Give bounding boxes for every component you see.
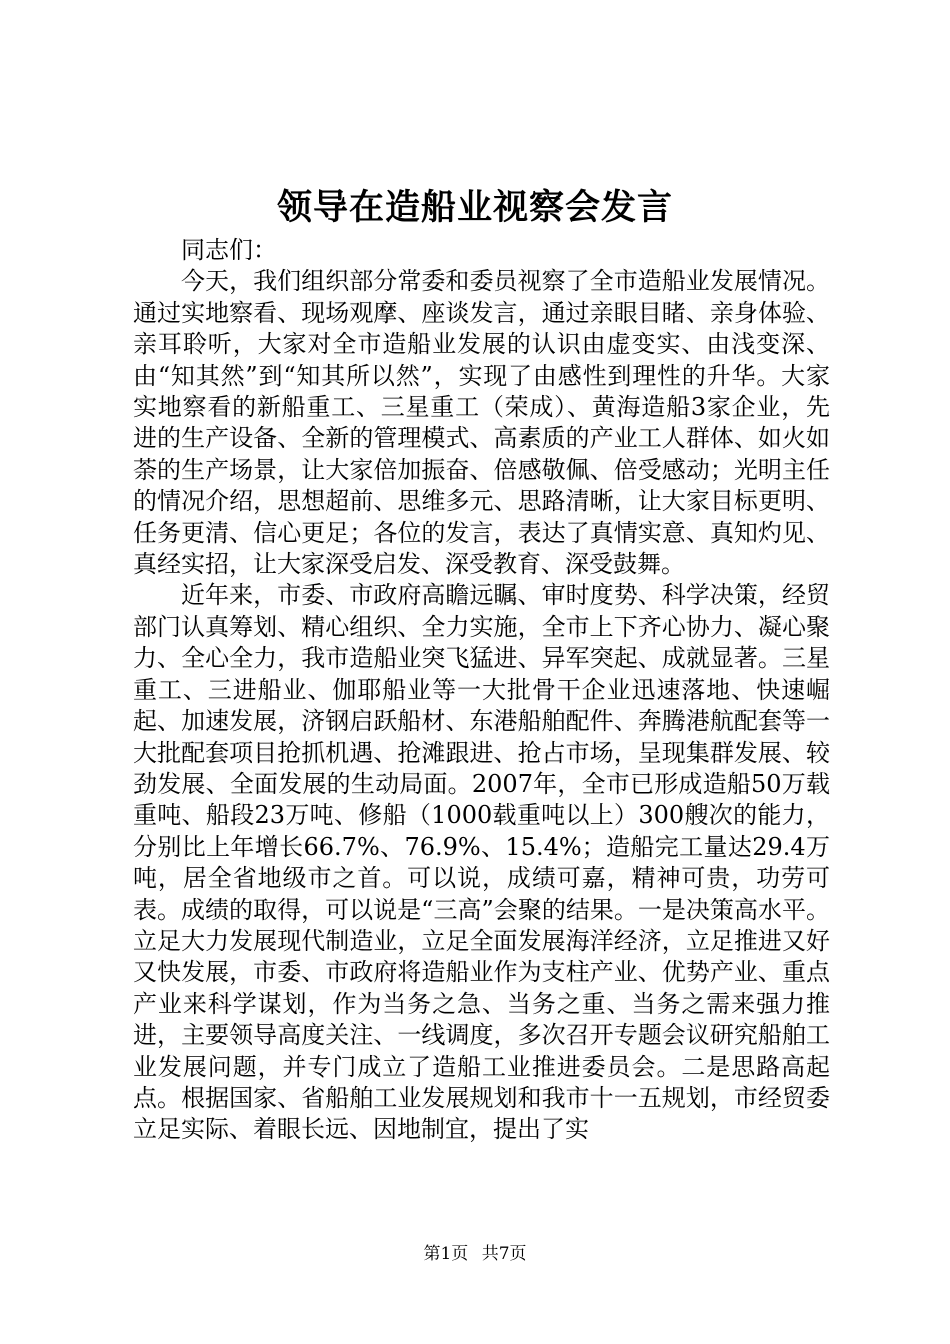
salutation: 同志们： [181, 236, 277, 264]
page-number: 第1页 [423, 1244, 469, 1264]
document-body [133, 235, 830, 1146]
paragraph-2: 近年来，市委、市政府高瞻远瞩、审时度势、科学决策，经贸部门认真筹划、精心组织、全力实施，全市上下齐心协力、凝心聚力、全心全力，我市造船业突飞猛进、异军突起、成就显著。三星重工、三进船业、伽耶船业等一大批骨干企业迅速落地、快速崛起、加速发展，济钢启跃船材、东港船舶配件、奔腾港航配套等一大批配套项目抢抓机遇、抢滩跟进、抢占市场，呈现集群发展、较劲发展、全面发展的生动局面。2007年，全市已形成造船50万载重吨、船段23万吨、修船（1000载重吨以上）300艘次的能力，分别比上年增长66.7%、76.9%、15.4%；造船完工量达29.4万吨，居全省地级市之首。可以说，成绩可嘉，精神可贵，功劳可表。成绩的取得，可以说是“三高”会聚的结果。一是决策高水平。立足大力发展现代制造业，立足全面发展海洋经济，立足推进又好又快发展，市委、市政府将造船业作为支柱产业、优势产业、重点产业来科学谋划，作为当务之急、当务之重、当务之需来强力推进，主要领导高度关注、一线调度，多次召开专题会议研究船舶工业发展问题，并专门成立了造船工业推进委员会。二是思路高起点。根据国家、省船舶工业发展规划和我市十一五规划，市经贸委立足实际、着眼长远、因地制宜，提出了实 [133, 581, 830, 1144]
page-total: 共7页 [481, 1244, 527, 1264]
paragraph-1: 今天，我们组织部分常委和委员视察了全市造船业发展情况。通过实地察看、现场观摩、座谈发言，通过亲眼目睹、亲身体验、亲耳聆听，大家对全市造船业发展的认识由虚变实、由浅变深、由“知其然”到“知其所以然”，实现了由感性到理性的升华。大家实地察看的新船重工、三星重工（荣成）、黄海造船3家企业，先进的生产设备、全新的管理模式、高素质的产业工人群体、如火如荼的生产场景，让大家倍加振奋、倍感敬佩、倍受感动；光明主任的情况介绍，思想超前、思维多元、思路清晰，让大家目标更明、任务更清、信心更足；各位的发言，表达了真情实意、真知灼见、真经实招，让大家深受启发、深受教育、深受鼓舞。 [133, 267, 830, 579]
page-footer [0, 1242, 950, 1266]
document-title: 领导在造船业视察会发言 [276, 187, 673, 228]
